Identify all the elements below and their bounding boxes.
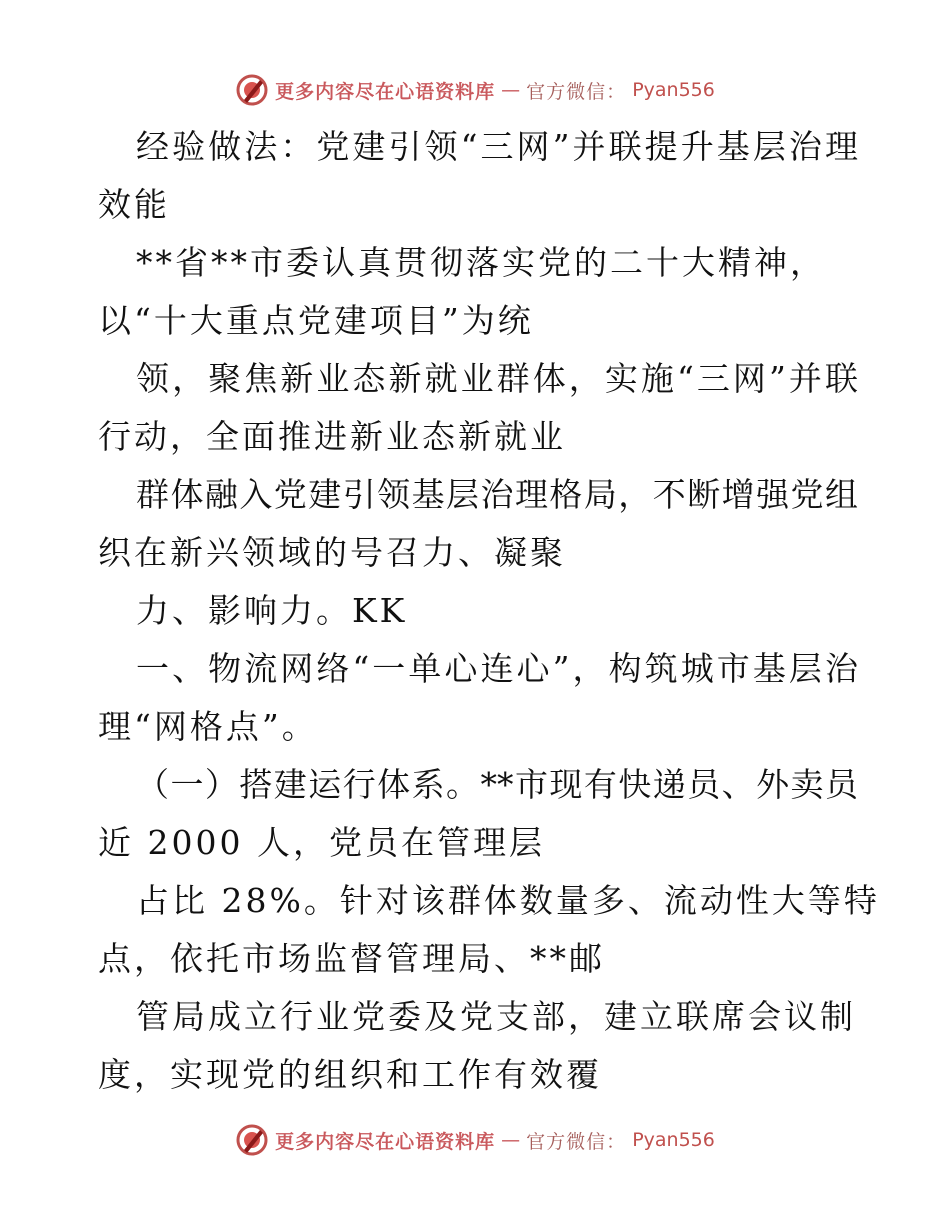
text-line: 管局成立行业党委及党支部，建立联席会议制 <box>136 997 856 1036</box>
text-line: 领，聚焦新业态新就业群体，实施“三网”并联 <box>136 359 858 398</box>
text-line: （一）搭建运行体系。**市现有快递员、外卖员 <box>136 765 858 804</box>
watermark-header <box>0 70 950 110</box>
text-line: 度，实现党的组织和工作有效覆 <box>98 1055 602 1094</box>
watermark-dash: — <box>501 79 521 101</box>
watermark-wechat-label: 官方微信： <box>526 1130 627 1153</box>
text-line: 一、物流网络“一单心连心”，构筑城市基层治 <box>136 649 858 688</box>
text-line: 点，依托市场监督管理局、**邮 <box>98 939 605 978</box>
text-line: 织在新兴领域的号召力、凝聚 <box>98 533 566 572</box>
text-line: **省**市委认真贯彻落实党的二十大精神， <box>136 243 826 282</box>
text-line: 力、影响力。KK <box>136 591 408 630</box>
watermark-footer <box>0 1120 950 1160</box>
text-line: 群体融入党建引领基层治理格局，不断增强党组 <box>136 475 858 514</box>
text-line: 近 2000 人，党员在管理层 <box>98 823 545 862</box>
text-line: 行动，全面推进新业态新就业 <box>98 417 566 456</box>
watermark-wechat-id: Pyan556 <box>632 79 715 101</box>
text-line: 理“网格点”。 <box>98 707 318 746</box>
pen-logo-icon <box>235 1123 269 1157</box>
watermark-wechat-label: 官方微信： <box>526 80 627 103</box>
text-line: 占比 28%。针对该群体数量多、流动性大等特 <box>136 881 880 920</box>
text-line: 以“十大重点党建项目”为统 <box>98 301 534 340</box>
watermark-title: 更多内容尽在心语资料库 <box>275 1130 496 1153</box>
watermark-dash: — <box>501 1129 521 1151</box>
watermark-title: 更多内容尽在心语资料库 <box>275 80 496 103</box>
watermark-wechat-id: Pyan556 <box>632 1129 715 1151</box>
text-line: 效能 <box>98 185 170 224</box>
text-line: 经验做法：党建引领“三网”并联提升基层治理 <box>136 127 858 166</box>
pen-logo-icon <box>235 73 269 107</box>
document-body <box>98 118 880 1104</box>
